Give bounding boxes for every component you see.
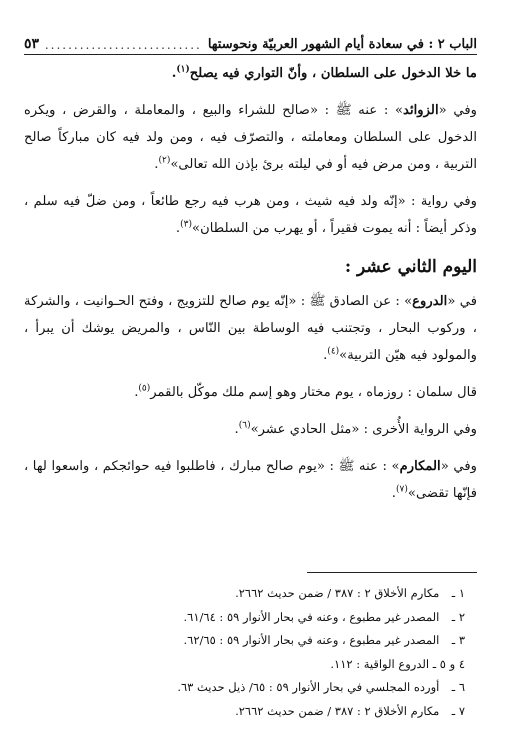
paragraph-6: وفي الرواية الأُخرى : «مثل الحادي عشر»$^{(٦)}$. bbox=[234, 420, 477, 437]
footnotes bbox=[24, 582, 465, 724]
paragraph-2: وفي «الزوائد» : عنه ﷺ : «صالح للشراء والبيع ، والمعاملة ، والقرض ، ويكره الدخول على السلطان ومعاملته ، والتصرّف فيه ، ومن ولد فيه كان مباركاً صالح التربية ، ومن مرض فيه أو في ليلته برئ بإذن الله تعالى»$^{(٢)}$. bbox=[24, 103, 477, 172]
running-header bbox=[24, 26, 477, 55]
footnote-number: ٦ ـ bbox=[451, 680, 465, 695]
footnote-item bbox=[24, 629, 465, 653]
footnote-item bbox=[24, 653, 465, 677]
footnote-ref-2: (٢) bbox=[158, 155, 171, 166]
paragraph-7: وفي «المكارم» : عنه ﷺ : «يوم صالح مبارك ، فاطلبوا فيه حوائجكم ، واسعوا لها ، فإنّها تقضى»$^{(٧)}$. bbox=[24, 459, 477, 501]
footnote-text: أورده المجلسي في بحار الأنوار ٥٩ : ٦٥/ ذيل حديث ٦٣. bbox=[177, 680, 440, 695]
paragraph-4-lead: في « bbox=[447, 294, 477, 309]
footnote-separator bbox=[307, 572, 477, 573]
footnote-text: مكارم الأخلاق ٢ : ٣٨٧ / ضمن حديث ٢٦٦٢. bbox=[235, 703, 440, 718]
paragraph-3: وفي رواية : «إنّه ولد فيه شيث ، ومن هرب فيه رجع طائعاً ، ومن ضلّ فيه سلم ، وذكر أيضاً : أنه يموت فقيراً ، أو يهرب من السلطان»$^{(٣)}$. bbox=[24, 194, 477, 236]
footnote-item bbox=[24, 700, 465, 724]
source-makarim: المكارم bbox=[399, 459, 441, 474]
footnote-item bbox=[24, 606, 465, 630]
paragraph-3-text: وفي رواية : «إنّه ولد فيه شيث ، ومن هرب فيه رجع طائعاً ، ومن ضلّ فيه سلم ، وذكر أيضاً : أنه يموت فقيراً ، أو يهرب من السلطان» bbox=[24, 194, 477, 236]
footnote-number: ٢ ـ bbox=[451, 609, 465, 624]
footnote-item bbox=[24, 676, 465, 700]
source-zawaid: الزوائد bbox=[403, 103, 439, 118]
footnote-ref-7: (٧) bbox=[396, 484, 408, 495]
paragraph-7-lead: وفي « bbox=[440, 459, 477, 474]
footnote-number: ٤ و ٥ ـ bbox=[432, 656, 465, 671]
paragraph-4-text: » : عن الصادق ﷺ : «إنّه يوم صالح للتزويج ، وفتح الحـوانيت ، والشركة ، وركوب البحار ، وتجتنب فيه الوساطة بين النّاس ، والمريض يوشك أن يبرأ ، والمولود فيه هيّن التربية» bbox=[24, 294, 477, 363]
paragraph-1-text: ما خلا الدخول على السلطان ، وأنّ التواري فيه يصلح bbox=[189, 66, 477, 81]
paragraph-5-text: قال سلمان : روزماه ، يوم مختار وهو إسم ملك موكّل بالقمر bbox=[150, 385, 477, 400]
footnote-text: المصدر غير مطبوع ، وعنه في بحار الأنوار ٥٩ : ٦١/٦٤. bbox=[183, 609, 440, 624]
footnote-text: مكارم الأخلاق ٢ : ٣٨٧ / ضمن حديث ٢٦٦٢. bbox=[235, 586, 440, 600]
page-number: ٥٣ bbox=[24, 36, 40, 52]
footnote-number: ٣ ـ bbox=[451, 633, 465, 648]
paragraph-1: ما خلا الدخول على السلطان ، وأنّ التواري فيه يصلح$^{(١)}$. bbox=[171, 64, 477, 81]
footnote-number: ٧ ـ bbox=[451, 703, 465, 718]
footnote-item bbox=[24, 582, 465, 606]
footnote-ref-5: (٥) bbox=[138, 383, 151, 394]
footnote-ref-6: (٦) bbox=[238, 420, 251, 431]
footnote-ref-3: (٣) bbox=[180, 219, 192, 230]
footnote-number: ١ ـ bbox=[451, 586, 465, 600]
header-leader-dots bbox=[45, 38, 202, 52]
paragraph-7-text: » : عنه ﷺ : «يوم صالح مبارك ، فاطلبوا فيه حوائجكم ، واسعوا لها ، فإنّها تقضى» bbox=[24, 459, 477, 501]
page-body bbox=[24, 60, 477, 517]
footnote-text: المصدر غير مطبوع ، وعنه في بحار الأنوار ٥٩ : ٦٢/٦٥. bbox=[183, 633, 440, 648]
paragraph-6-text: وفي الرواية الأُخرى : «مثل الحادي عشر» bbox=[250, 422, 477, 437]
paragraph-2-text: » : عنه ﷺ : «صالح للشراء والبيع ، والمعاملة ، والقرض ، ويكره الدخول على السلطان ومعاملته ، والتصرّف فيه ، ومن ولد فيه كان مباركاً صالح التربية ، ومن مرض فيه أو في ليلته برئ بإذن الله تعالى» bbox=[24, 103, 477, 172]
footnote-text: الدروع الواقية : ١١٢. bbox=[330, 656, 430, 671]
source-duru: الدروع bbox=[412, 294, 448, 309]
chapter-title: الباب ٢ : في سعادة أيام الشهور العربيّة ونحوستها bbox=[207, 37, 477, 52]
paragraph-5: قال سلمان : روزماه ، يوم مختار وهو إسم ملك موكّل بالقمر$^{(٥)}$. bbox=[134, 383, 477, 400]
footnote-ref-1: (١) bbox=[176, 64, 190, 75]
paragraph-4: في «الدروع» : عن الصادق ﷺ : «إنّه يوم صالح للتزويج ، وفتح الحـوانيت ، والشركة ، وركوب البحار ، وتجتنب فيه الوساطة بين النّاس ، والمريض يوشك أن يبرأ ، والمولود فيه هيّن التربية»$^{(٤)}$. bbox=[24, 294, 477, 363]
paragraph-2-lead: وفي « bbox=[438, 103, 477, 118]
footnote-ref-4: (٤) bbox=[327, 346, 340, 357]
section-heading: اليوم الثاني عشر : bbox=[344, 257, 477, 277]
